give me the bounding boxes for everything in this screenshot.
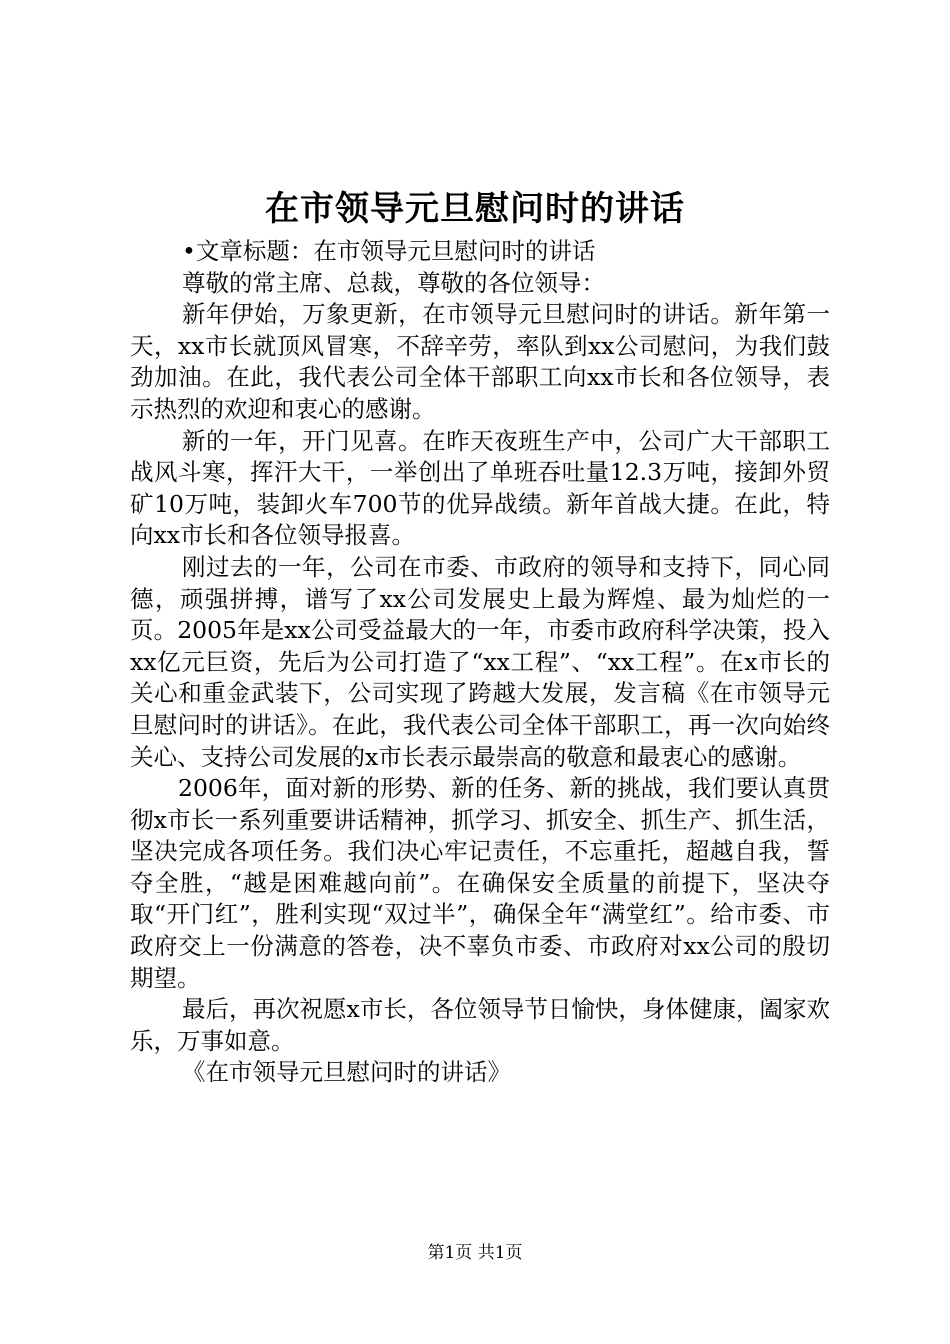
page-footer: 第1页 共1页 (427, 1243, 523, 1263)
closing-line: 《在市领导元旦慰问时的讲话》 (182, 1058, 511, 1087)
article-title-line: •文章标题：在市领导元旦慰问时的讲话 (182, 237, 596, 265)
document-body (130, 236, 830, 1089)
salutation: 尊敬的常主席、总裁，尊敬的各位领导： (182, 268, 605, 297)
paragraph-4: 2006年，面对新的形势、新的任务、新的挑战，我们要认真贯彻x市长一系列重要讲话精神，抓学习、抓安全、抓生产、抓生活，坚决完成各项任务。我们决心牢记责任，不忘重托，超越自我，誓夺全胜，“越是困难越向前”。在确保安全质量的前提下，坚决夺取“开门红”，胜利实现“双过半”，确保全年“满堂红”。给市委、市政府交上一份满意的答卷，决不辜负市委、市政府对xx公司的殷切期望。 (130, 774, 830, 992)
paragraph-5: 最后，再次祝愿x市长，各位领导节日愉快，身体健康，阖家欢乐，万事如意。 (130, 995, 830, 1055)
paragraph-1: 新年伊始，万象更新，在市领导元旦慰问时的讲话。新年第一天，xx市长就顶风冒寒，不辞辛劳，率队到xx公司慰问，为我们鼓劲加油。在此，我代表公司全体干部职工向xx市长和各位领导，表示热烈的欢迎和衷心的感谢。 (130, 300, 830, 423)
paragraph-2: 新的一年，开门见喜。在昨天夜班生产中，公司广大干部职工战风斗寒，挥汗大干，一举创出了单班吞吐量12.3万吨，接卸外贸矿10万吨，装卸火车700节的优异战绩。新年首战大捷。在此，特向xx市长和各位领导报喜。 (130, 426, 830, 550)
paragraph-3: 刚过去的一年，公司在市委、市政府的领导和支持下，同心同德，顽强拼搏，谱写了xx公司发展史上最为辉煌、最为灿烂的一页。2005年是xx公司受益最大的一年，市委市政府科学决策，投入xx亿元巨资，先后为公司打造了“xx工程”、“xx工程”。在x市长的关心和重金武装下，公司实现了跨越大发展，发言稿《在市领导元旦慰问时的讲话》。在此，我代表公司全体干部职工，再一次向始终关心、支持公司发展的x市长表示最崇高的敬意和最衷心的感谢。 (130, 552, 830, 771)
document-title: 在市领导元旦慰问时的讲话 (265, 189, 685, 229)
